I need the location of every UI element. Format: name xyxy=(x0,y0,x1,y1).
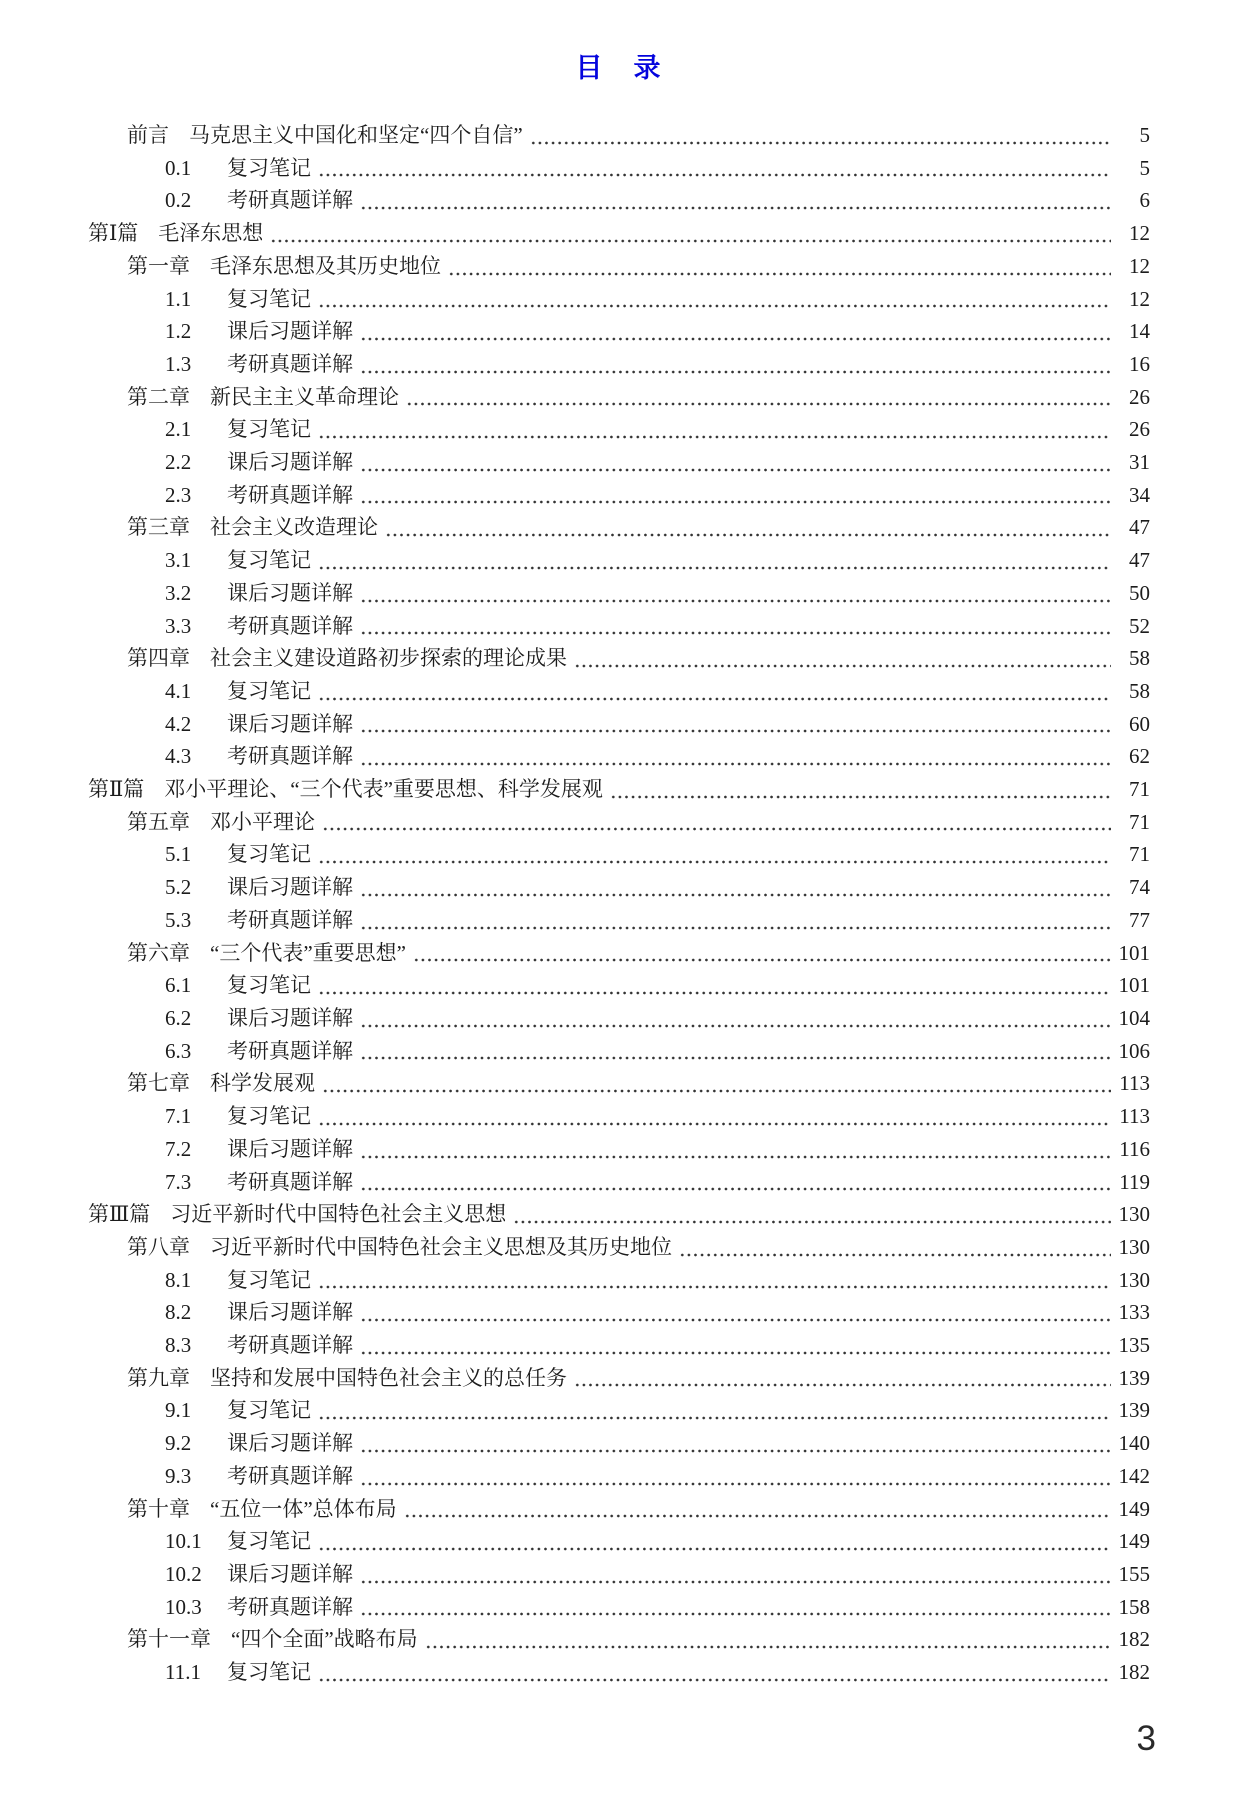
toc-entry-page: 113 xyxy=(1119,1071,1150,1096)
toc-entry-number: 第Ⅰ篇 xyxy=(88,221,139,246)
toc-entry-number: 9.3 xyxy=(165,1463,192,1488)
toc-entry[interactable] xyxy=(165,1329,1150,1362)
toc-entry-page: 26 xyxy=(1129,384,1150,409)
toc-entry-title: “四个全面”战略布局 xyxy=(231,1627,418,1652)
dot-leader xyxy=(530,141,1111,145)
toc-entry-title: 复习笔记 xyxy=(227,417,311,442)
toc-entry-title: 复习笔记 xyxy=(227,1529,311,1554)
dot-leader xyxy=(610,795,1111,799)
dot-leader xyxy=(404,1514,1111,1518)
toc-entry-page: 71 xyxy=(1129,842,1150,867)
toc-entry[interactable] xyxy=(88,1198,1150,1231)
toc-entry-number: 3.3 xyxy=(165,613,192,638)
toc-entry-page: 6 xyxy=(1139,188,1150,213)
toc-entry-number: 7.2 xyxy=(165,1136,192,1161)
toc-page xyxy=(0,50,1240,1689)
toc-entry-page: 113 xyxy=(1119,1104,1150,1129)
toc-entry[interactable] xyxy=(165,610,1150,643)
toc-entry-page: 34 xyxy=(1129,482,1150,507)
toc-entry-title: 社会主义建设道路初步探索的理论成果 xyxy=(210,646,567,671)
toc-entry[interactable] xyxy=(127,642,1150,675)
toc-entry-page: 12 xyxy=(1129,286,1150,311)
toc-entry-number: 6.1 xyxy=(165,973,192,998)
dot-leader xyxy=(360,762,1111,766)
toc-entry-page: 139 xyxy=(1118,1398,1150,1423)
toc-entry-page: 26 xyxy=(1129,417,1150,442)
toc-entry-page: 149 xyxy=(1118,1529,1150,1554)
dot-leader xyxy=(318,173,1111,177)
toc-entry[interactable] xyxy=(165,1591,1150,1624)
dot-leader xyxy=(360,926,1111,930)
toc-entry-number: 前言 xyxy=(127,123,169,147)
dot-leader xyxy=(360,1580,1111,1584)
toc-entry-number: 8.2 xyxy=(165,1300,192,1325)
toc-entry-title: 考研真题详解 xyxy=(227,351,353,376)
toc-entry-title: 邓小平理论 xyxy=(210,809,315,834)
toc-entry-page: 130 xyxy=(1118,1202,1150,1227)
toc-entry[interactable] xyxy=(165,1133,1150,1166)
toc-entry[interactable] xyxy=(127,1623,1150,1656)
toc-entry-title: 课后习题详解 xyxy=(227,1005,353,1030)
toc-entry-number: 10.3 xyxy=(165,1594,202,1619)
toc-entry-page: 101 xyxy=(1118,973,1150,998)
toc-entry[interactable] xyxy=(127,937,1150,970)
dot-leader xyxy=(360,206,1111,210)
toc-entry[interactable] xyxy=(165,871,1150,904)
toc-entry[interactable] xyxy=(127,119,1150,152)
toc-entry[interactable] xyxy=(165,1002,1150,1035)
toc-entry[interactable] xyxy=(165,152,1150,185)
toc-entry-number: 11.1 xyxy=(165,1660,201,1685)
toc-entry-title: 复习笔记 xyxy=(227,973,311,998)
toc-entry[interactable] xyxy=(165,1264,1150,1297)
toc-entry-title: 毛泽东思想及其历史地位 xyxy=(210,253,441,278)
toc-entry-page: 104 xyxy=(1118,1005,1150,1030)
toc-entry-page: 58 xyxy=(1129,678,1150,703)
toc-entry-page: 140 xyxy=(1118,1431,1150,1456)
toc-entry[interactable] xyxy=(127,1493,1150,1526)
toc-entry-number: 1.3 xyxy=(165,351,192,376)
toc-entry-number: 6.3 xyxy=(165,1038,192,1063)
dot-leader xyxy=(318,1547,1111,1551)
toc-entry-page: 47 xyxy=(1129,548,1150,573)
toc-entry-number: 10.2 xyxy=(165,1561,202,1586)
toc-entry[interactable] xyxy=(127,250,1150,283)
toc-entry[interactable] xyxy=(127,1362,1150,1395)
toc-entry-title: 考研真题详解 xyxy=(227,907,353,932)
toc-entry-title: 课后习题详解 xyxy=(227,711,353,736)
toc-entry-page: 119 xyxy=(1119,1169,1150,1194)
toc-entry-number: 9.2 xyxy=(165,1431,192,1456)
dot-leader xyxy=(318,435,1111,439)
dot-leader xyxy=(360,370,1111,374)
toc-entry-title: 课后习题详解 xyxy=(227,1561,353,1586)
dot-leader xyxy=(360,500,1111,504)
toc-entry-page: 47 xyxy=(1129,515,1150,540)
dot-leader xyxy=(360,1318,1111,1322)
toc-entry-title: 考研真题详解 xyxy=(227,482,353,507)
toc-entry-page: 142 xyxy=(1118,1463,1150,1488)
toc-list xyxy=(88,119,1150,1689)
toc-entry-number: 第八章 xyxy=(127,1234,190,1259)
toc-entry-page: 50 xyxy=(1129,580,1150,605)
toc-entry[interactable] xyxy=(165,904,1150,937)
toc-entry-number: 2.3 xyxy=(165,482,192,507)
dot-leader xyxy=(360,631,1111,635)
toc-entry-title: 考研真题详解 xyxy=(227,1169,353,1194)
toc-entry-number: 第七章 xyxy=(127,1071,190,1096)
toc-entry-page: 101 xyxy=(1118,940,1150,965)
toc-entry-number: 第三章 xyxy=(127,515,190,540)
dot-leader xyxy=(360,468,1111,472)
toc-entry-number: 10.1 xyxy=(165,1529,202,1554)
toc-entry[interactable] xyxy=(165,1296,1150,1329)
dot-leader xyxy=(360,337,1111,341)
toc-entry-number: 5.2 xyxy=(165,875,192,900)
toc-entry[interactable] xyxy=(165,184,1150,217)
page-title: 目 录 xyxy=(575,53,663,83)
dot-leader xyxy=(425,1645,1111,1649)
toc-entry[interactable] xyxy=(127,511,1150,544)
toc-entry-number: 5.1 xyxy=(165,842,192,867)
toc-entry[interactable] xyxy=(165,740,1150,773)
dot-leader xyxy=(360,1482,1111,1486)
toc-entry[interactable] xyxy=(165,479,1150,512)
dot-leader xyxy=(574,1383,1111,1387)
toc-entry-page: 58 xyxy=(1129,646,1150,671)
toc-entry-number: 1.1 xyxy=(165,286,192,311)
dot-leader xyxy=(413,958,1111,962)
dot-leader xyxy=(318,697,1111,701)
toc-entry-title: 新民主主义革命理论 xyxy=(210,384,399,409)
toc-entry[interactable] xyxy=(165,1525,1150,1558)
toc-entry-number: 6.2 xyxy=(165,1005,192,1030)
toc-entry-number: 8.3 xyxy=(165,1333,192,1358)
toc-entry[interactable] xyxy=(165,1656,1150,1689)
toc-entry-page: 71 xyxy=(1129,809,1150,834)
toc-entry-number: 第六章 xyxy=(127,940,190,965)
toc-entry-title: 复习笔记 xyxy=(227,842,311,867)
toc-entry-page: 135 xyxy=(1118,1333,1150,1358)
toc-entry-title: “五位一体”总体布局 xyxy=(210,1496,397,1521)
toc-entry-title: 课后习题详解 xyxy=(227,1300,353,1325)
dot-leader xyxy=(360,1024,1111,1028)
toc-entry-page: 52 xyxy=(1129,613,1150,638)
toc-entry-number: 9.1 xyxy=(165,1398,192,1423)
toc-entry[interactable] xyxy=(165,446,1150,479)
toc-entry[interactable] xyxy=(127,1231,1150,1264)
dot-leader xyxy=(270,239,1111,243)
dot-leader xyxy=(679,1253,1111,1257)
toc-entry-page: 5 xyxy=(1139,155,1150,180)
toc-entry-page: 130 xyxy=(1118,1267,1150,1292)
toc-entry-page: 5 xyxy=(1139,123,1150,147)
toc-entry-number: 4.1 xyxy=(165,678,192,703)
toc-entry-page: 77 xyxy=(1129,907,1150,932)
dot-leader xyxy=(318,1678,1111,1682)
dot-leader xyxy=(360,599,1111,603)
dot-leader xyxy=(406,402,1111,406)
toc-entry-title: 复习笔记 xyxy=(227,548,311,573)
toc-entry-number: 第二章 xyxy=(127,384,190,409)
toc-entry-page: 182 xyxy=(1118,1627,1150,1652)
toc-entry-title: 复习笔记 xyxy=(227,1398,311,1423)
toc-entry-title: 复习笔记 xyxy=(227,1104,311,1129)
toc-entry[interactable] xyxy=(127,1067,1150,1100)
toc-entry-title: 复习笔记 xyxy=(227,155,311,180)
toc-entry[interactable] xyxy=(127,381,1150,414)
toc-entry-number: 第九章 xyxy=(127,1365,190,1390)
toc-entry-title: 习近平新时代中国特色社会主义思想及其历史地位 xyxy=(210,1234,672,1259)
toc-entry[interactable] xyxy=(165,1166,1150,1199)
toc-entry-number: 4.3 xyxy=(165,744,192,769)
toc-entry-title: 复习笔记 xyxy=(227,1660,311,1685)
toc-entry[interactable] xyxy=(165,315,1150,348)
toc-entry[interactable] xyxy=(165,675,1150,708)
dot-leader xyxy=(513,1220,1111,1224)
toc-entry-number: 0.1 xyxy=(165,155,192,180)
toc-entry-number: 第十一章 xyxy=(127,1627,211,1652)
toc-entry-title: 考研真题详解 xyxy=(227,188,353,213)
dot-leader xyxy=(448,272,1111,276)
toc-entry[interactable] xyxy=(165,1035,1150,1068)
dot-leader xyxy=(360,729,1111,733)
toc-entry-page: 182 xyxy=(1118,1660,1150,1685)
toc-entry-page: 12 xyxy=(1129,221,1150,246)
dot-leader xyxy=(318,566,1111,570)
toc-entry[interactable] xyxy=(165,969,1150,1002)
toc-entry-page: 139 xyxy=(1118,1365,1150,1390)
toc-entry-title: 课后习题详解 xyxy=(227,450,353,475)
toc-entry-number: 第Ⅱ篇 xyxy=(88,777,145,802)
toc-entry-title: 考研真题详解 xyxy=(227,1038,353,1063)
toc-entry-page: 155 xyxy=(1118,1561,1150,1586)
toc-entry-page: 62 xyxy=(1129,744,1150,769)
toc-entry[interactable] xyxy=(165,1394,1150,1427)
toc-entry[interactable] xyxy=(165,838,1150,871)
dot-leader xyxy=(322,827,1111,831)
toc-entry[interactable] xyxy=(165,413,1150,446)
dot-leader xyxy=(318,991,1111,995)
dot-leader xyxy=(360,1155,1111,1159)
dot-leader xyxy=(318,860,1111,864)
toc-entry-title: 复习笔记 xyxy=(227,286,311,311)
toc-entry[interactable] xyxy=(165,1460,1150,1493)
toc-entry-title: 课后习题详解 xyxy=(227,319,353,344)
toc-entry-number: 第四章 xyxy=(127,646,190,671)
toc-entry-number: 5.3 xyxy=(165,907,192,932)
toc-entry-title: 课后习题详解 xyxy=(227,875,353,900)
toc-entry-page: 14 xyxy=(1129,319,1150,344)
toc-entry-page: 31 xyxy=(1129,450,1150,475)
dot-leader xyxy=(318,1416,1111,1420)
toc-entry-number: 7.3 xyxy=(165,1169,192,1194)
toc-entry-page: 149 xyxy=(1118,1496,1150,1521)
toc-entry-title: 课后习题详解 xyxy=(227,1431,353,1456)
dot-leader xyxy=(360,1612,1111,1616)
toc-entry-number: 8.1 xyxy=(165,1267,192,1292)
toc-entry-page: 106 xyxy=(1118,1038,1150,1063)
toc-entry[interactable] xyxy=(165,708,1150,741)
toc-entry-number: 4.2 xyxy=(165,711,192,736)
dot-leader xyxy=(574,664,1111,668)
toc-entry-title: 坚持和发展中国特色社会主义的总任务 xyxy=(210,1365,567,1390)
dot-leader xyxy=(360,1056,1111,1060)
toc-entry-number: 第一章 xyxy=(127,253,190,278)
toc-entry-title: 邓小平理论、“三个代表”重要思想、科学发展观 xyxy=(164,777,603,802)
toc-entry-title: 复习笔记 xyxy=(227,678,311,703)
toc-entry-page: 74 xyxy=(1129,875,1150,900)
toc-entry-title: 习近平新时代中国特色社会主义思想 xyxy=(170,1202,507,1227)
toc-entry-page: 71 xyxy=(1129,777,1150,802)
toc-entry-title: 考研真题详解 xyxy=(227,1463,353,1488)
toc-entry[interactable] xyxy=(165,1427,1150,1460)
toc-entry-number: 3.2 xyxy=(165,580,192,605)
toc-entry-page: 60 xyxy=(1129,711,1150,736)
toc-entry-number: 2.2 xyxy=(165,450,192,475)
toc-entry-title: 考研真题详解 xyxy=(227,613,353,638)
toc-entry-number: 0.2 xyxy=(165,188,192,213)
toc-entry[interactable] xyxy=(165,544,1150,577)
toc-entry-title: 复习笔记 xyxy=(227,1267,311,1292)
toc-entry-page: 12 xyxy=(1129,253,1150,278)
toc-entry-number: 2.1 xyxy=(165,417,192,442)
toc-entry-number: 第十章 xyxy=(127,1496,190,1521)
dot-leader xyxy=(360,1449,1111,1453)
toc-entry-title: 社会主义改造理论 xyxy=(210,515,378,540)
dot-leader xyxy=(385,533,1111,537)
toc-entry-number: 7.1 xyxy=(165,1104,192,1129)
dot-leader xyxy=(318,304,1111,308)
dot-leader xyxy=(360,1351,1111,1355)
toc-entry-number: 3.1 xyxy=(165,548,192,573)
toc-entry-title: 马克思主义中国化和坚定“四个自信” xyxy=(189,123,523,147)
dot-leader xyxy=(318,1285,1111,1289)
dot-leader xyxy=(360,893,1111,897)
toc-entry[interactable] xyxy=(165,1100,1150,1133)
toc-entry-page: 158 xyxy=(1118,1594,1150,1619)
dot-leader xyxy=(322,1089,1111,1093)
toc-entry-number: 第五章 xyxy=(127,809,190,834)
toc-entry-title: 课后习题详解 xyxy=(227,1136,353,1161)
toc-entry-title: 考研真题详解 xyxy=(227,1333,353,1358)
toc-entry-page: 116 xyxy=(1119,1136,1150,1161)
toc-entry-title: 考研真题详解 xyxy=(227,744,353,769)
toc-entry-number: 1.2 xyxy=(165,319,192,344)
page-folio-number: 3 xyxy=(1136,1719,1156,1758)
toc-entry[interactable] xyxy=(88,217,1150,250)
toc-entry[interactable] xyxy=(88,773,1150,806)
toc-entry-title: “三个代表”重要思想” xyxy=(210,940,406,965)
toc-entry[interactable] xyxy=(127,806,1150,839)
toc-entry[interactable] xyxy=(165,283,1150,316)
toc-entry-page: 133 xyxy=(1118,1300,1150,1325)
toc-entry-title: 考研真题详解 xyxy=(227,1594,353,1619)
toc-entry-title: 科学发展观 xyxy=(210,1071,315,1096)
dot-leader xyxy=(360,1187,1111,1191)
toc-entry-title: 毛泽东思想 xyxy=(158,221,264,246)
toc-entry-number: 第Ⅲ篇 xyxy=(88,1202,151,1227)
toc-entry[interactable] xyxy=(165,577,1150,610)
toc-entry-page: 16 xyxy=(1129,351,1150,376)
toc-entry-title: 课后习题详解 xyxy=(227,580,353,605)
toc-entry-page: 130 xyxy=(1118,1234,1150,1259)
toc-entry[interactable] xyxy=(165,1558,1150,1591)
dot-leader xyxy=(318,1122,1111,1126)
toc-entry[interactable] xyxy=(165,348,1150,381)
